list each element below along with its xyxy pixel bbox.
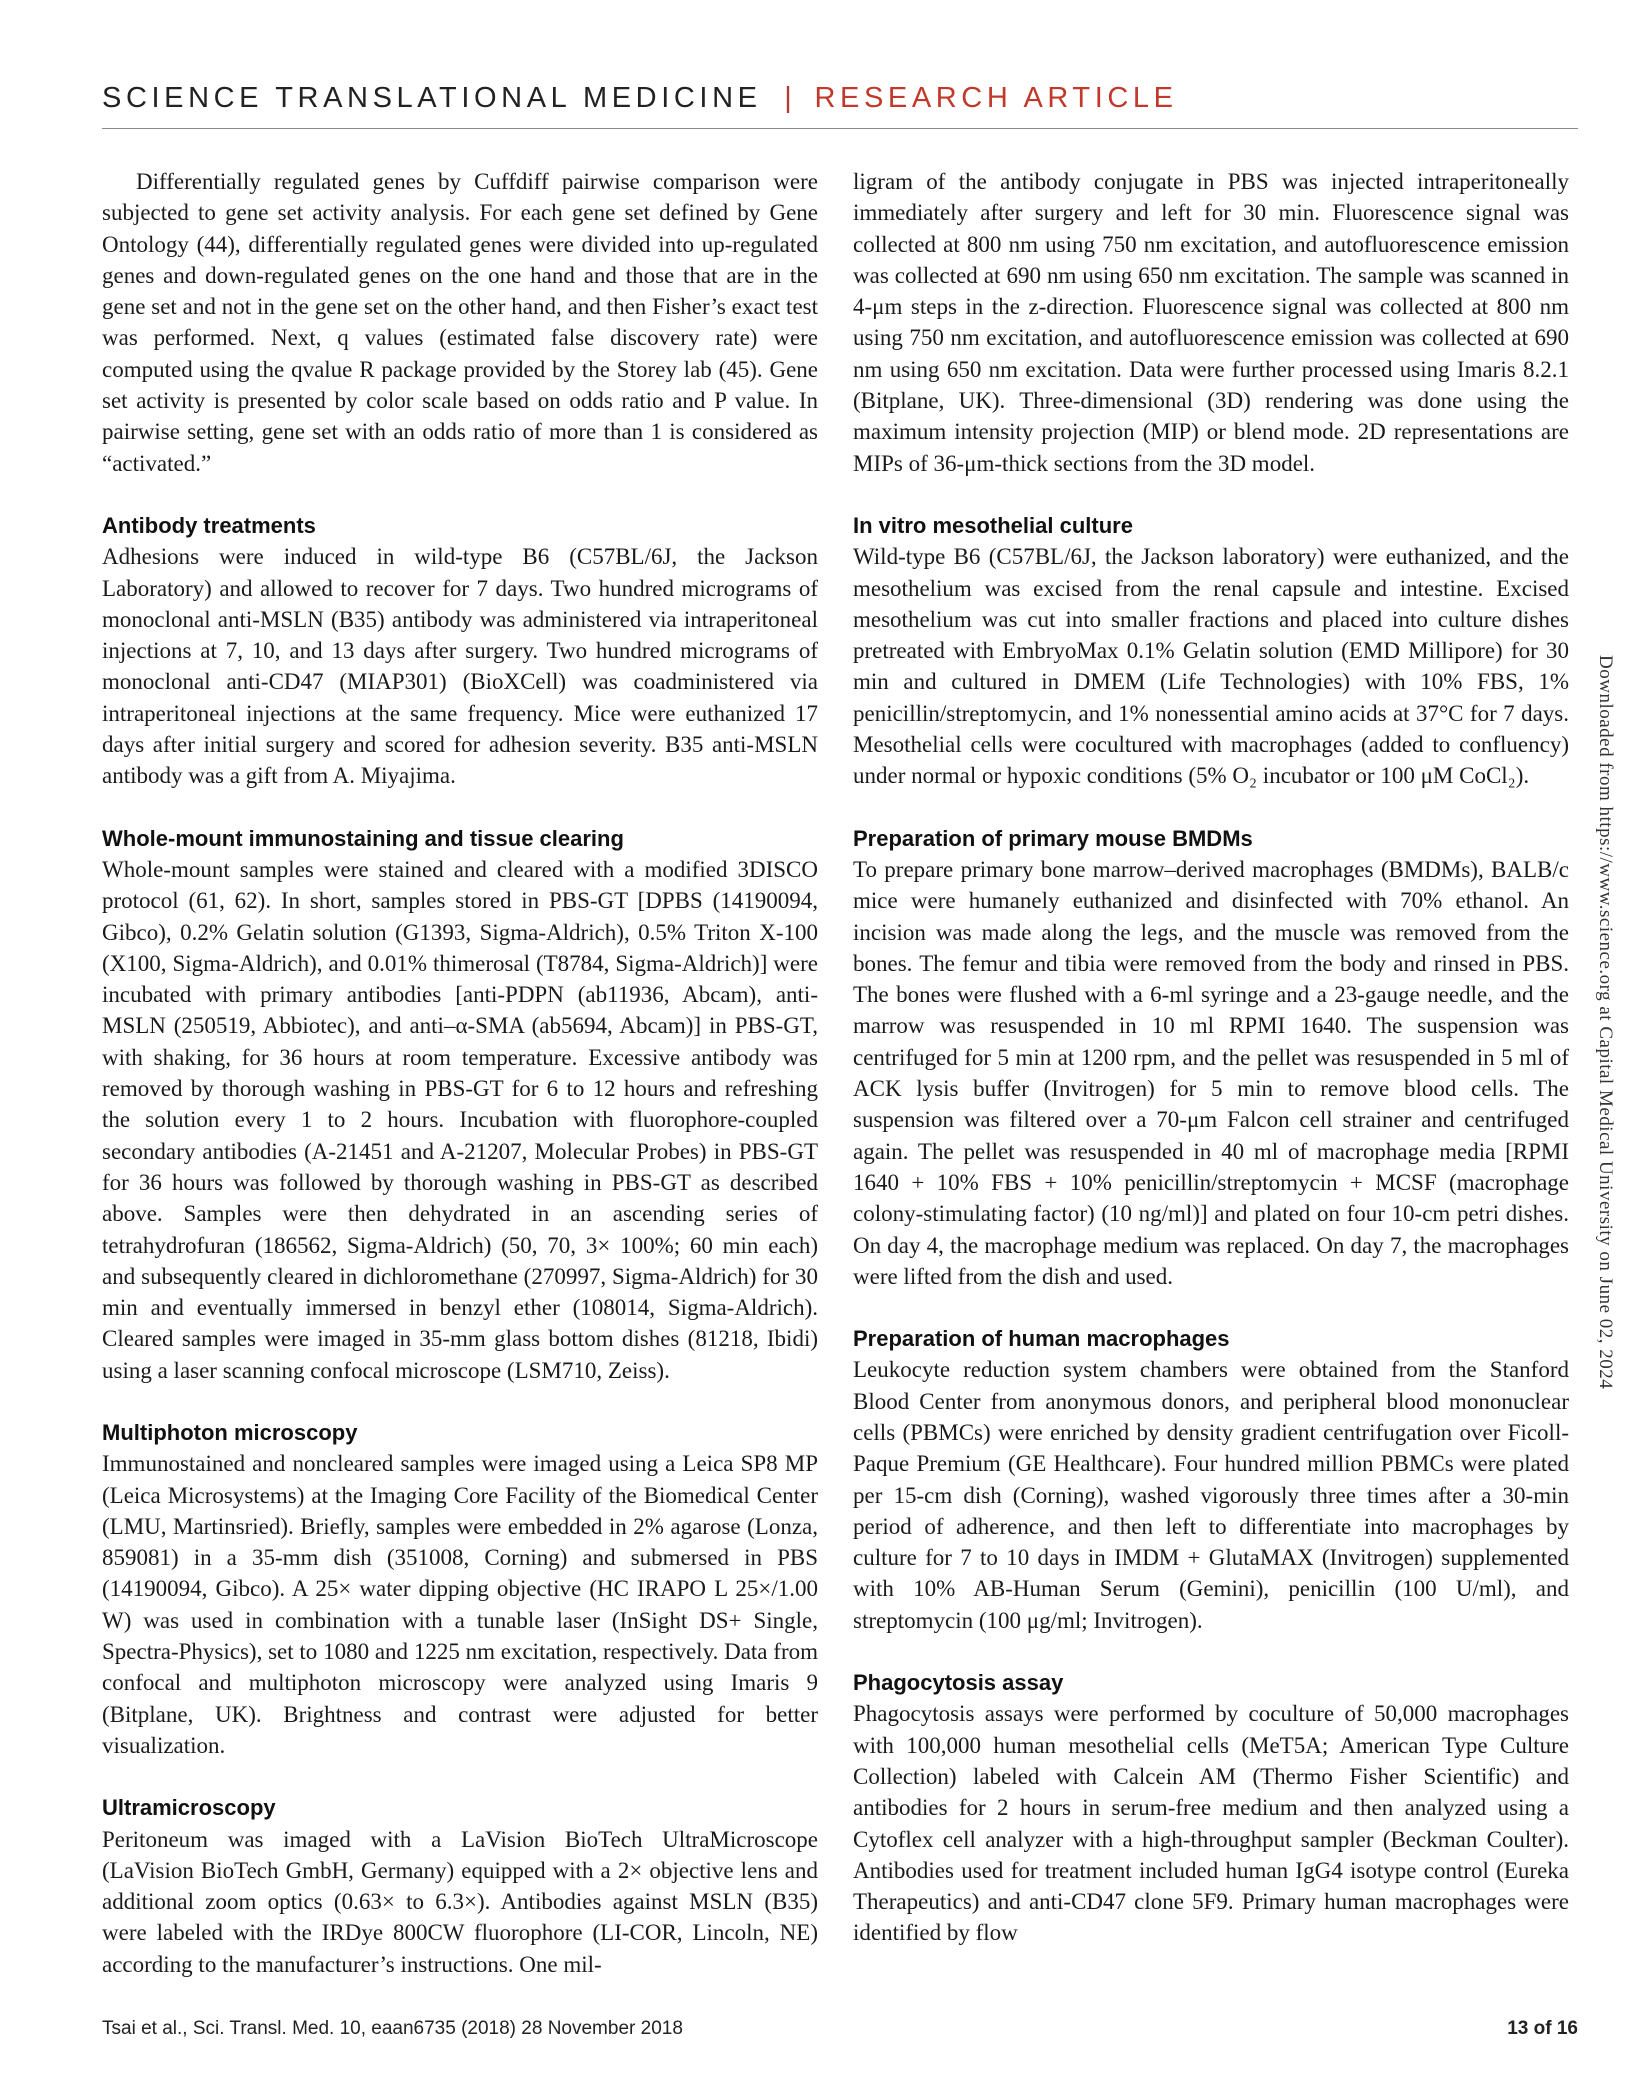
whole-mount-paragraph: Whole-mount samples were stained and cleared with a modified 3DISCO protocol (61, 62). In short, samples stored in PBS-GT [DPBS (14190094, Gibco), 0.2% Gelatin solution (G1393, Sigma-Aldrich), 0.5% Triton X-100 (X100, Sigma-Aldrich), and 0.01% thimerosal (T8784, Sigma-Aldrich)] were incubated with primary antibodies [anti-PDPN (ab11936, Abcam), anti-MSLN (250519, Abbiotec), and anti–α-SMA (ab5694, Abcam)] in PBS-GT, with shaking, for 36 hours at room temperature. Excessive antibody was removed by thorough washing in PBS-GT for 6 to 12 hours and refreshing the solution every 1 to 2 hours. Incubation with fluorophore-coupled secondary antibodies (A-21451 and A-21207, Molecular Probes) in PBS-GT for 36 hours was followed by thorough washing in PBS-GT as described above. Samples were then dehydrated in an ascending series of tetrahydrofuran (186562, Sigma-Aldrich) (50, 70, 3× 100%; 60 min each) and subsequently cleared in dichloromethane (270997, Sigma-Aldrich) for 30 min and eventually immersed in benzyl ether (108014, Sigma-Aldrich). Cleared samples were imaged in 35-mm glass bottom dishes (81218, Ibidi) using a laser scanning confocal microscope (LSM710, Zeiss). <box>102 856 818 1383</box>
section-heading-ultramicroscopy: Ultramicroscopy <box>102 1795 276 1821</box>
continued-paragraph: ligram of the antibody conjugate in PBS was injected intraperitoneally immediately after surgery and left for 30 min. Fluorescence signal was collected at 800 nm using 750 nm excitation, and autofluorescence emission was collected at 690 nm using 650 nm excitation. The sample was scanned in 4-μm steps in the z-direction. Fluorescence signal was collected at 800 nm using 750 nm excitation, and autofluorescence emission was collected at 690 nm using 650 nm excitation. Data were further processed using Imaris 8.2.1 (Bitplane, UK). Three-dimensional (3D) rendering was done using the maximum intensity projection (MIP) or blend mode. 2D representations are MIPs of 36-μm-thick sections from the 3D model. <box>853 169 1569 476</box>
header-separator: | <box>784 82 792 114</box>
left-column <box>102 166 818 1980</box>
section-heading-whole-mount: Whole-mount immunostaining and tissue clearing <box>102 825 624 851</box>
human-macrophages-paragraph: Leukocyte reduction system chambers were obtained from the Stanford Blood Center from anonymous donors, and peripheral blood mononuclear cells (PBMCs) were enriched by density gradient centrifugation over Ficoll-Paque Premium (GE Healthcare). Four hundred million PBMCs were plated per 15-cm dish (Corning), washed vigorously three times after a 30-min period of adherence, and then left to differentiate into macrophages by culture for 7 to 10 days in IMDM + GlutaMAX (Invitrogen) supplemented with 10% AB-Human Serum (Gemini), penicillin (100 U/ml), and streptomycin (100 μg/ml; Invitrogen). <box>853 1357 1569 1633</box>
journal-header <box>102 82 1578 115</box>
intro-paragraph: Differentially regulated genes by Cuffdiff pairwise comparison were subjected to gene set activity analysis. For each gene set defined by Gene Ontology (44), differentially regulated genes were divided into up-regulated genes and down-regulated genes on the one hand and those that are in the gene set and not in the gene set on the other hand, and then Fisher’s exact test was performed. Next, q values (estimated false discovery rate) were computed using the qvalue R package provided by the Storey lab (45). Gene set activity is presented by color scale based on odds ratio and P value. In pairwise setting, gene set with an odds ratio of more than 1 is considered as “activated.” <box>102 169 818 476</box>
journal-title: SCIENCE TRANSLATIONAL MEDICINE <box>102 82 762 114</box>
section-heading-multiphoton: Multiphoton microscopy <box>102 1419 358 1445</box>
article-section: RESEARCH ARTICLE <box>814 82 1178 114</box>
ultramicroscopy-paragraph: Peritoneum was imaged with a LaVision BioTech UltraMicroscope (LaVision BioTech GmbH, Germany) equipped with a 2× objective lens and additional zoom optics (0.63× to 6.3×). Antibodies against MSLN (B35) were labeled with the IRDye 800CW fluorophore (LI-COR, Lincoln, NE) according to the manufacturer’s instructions. One mil- <box>102 1826 818 1977</box>
section-heading-antibody-treatments: Antibody treatments <box>102 512 316 538</box>
section-heading-mesothelial-culture: In vitro mesothelial culture <box>853 512 1133 538</box>
phagocytosis-paragraph: Phagocytosis assays were performed by coculture of 50,000 macrophages with 100,000 human mesothelial cells (MeT5A; American Type Culture Collection) labeled with Calcein AM (Thermo Fisher Scientific) and antibodies for 2 hours in serum-free medium and then analyzed using a Cytoflex cell analyzer with a high-throughput sampler (Beckman Coulter). Antibodies used for treatment included human IgG4 isotype control (Eureka Therapeutics) and anti-CD47 clone 5F9. Primary human macrophages were identified by flow <box>853 1701 1569 1946</box>
section-heading-phagocytosis: Phagocytosis assay <box>853 1670 1064 1696</box>
right-column <box>853 166 1569 1949</box>
footer-citation: Tsai et al., Sci. Transl. Med. 10, eaan6735 (2018) 28 November 2018 <box>102 2018 683 2039</box>
header-rule <box>102 128 1578 129</box>
download-watermark: Downloaded from https://www.science.org at Capital Medical University on June 02, 2024 <box>1595 655 1616 1390</box>
multiphoton-paragraph: Immunostained and noncleared samples were imaged using a Leica SP8 MP (Leica Microsystems) at the Imaging Core Facility of the Biomedical Center (LMU, Martinsried). Briefly, samples were embedded in 2% agarose (Lonza, 859081) in a 35-mm dish (351008, Corning) and submersed in PBS (14190094, Gibco). A 25× water dipping objective (HC IRAPO L 25×/1.00 W) was used in combination with a tunable laser (InSight DS+ Single, Spectra-Physics), set to 1080 and 1225 nm excitation, respectively. Data from confocal and multiphoton microscopy were analyzed using Imaris 9 (Bitplane, UK). Brightness and contrast were adjusted for better visualization. <box>102 1451 818 1758</box>
mesothelial-culture-paragraph: Wild-type B6 (C57BL/6J, the Jackson laboratory) were euthanized, and the mesothelium was excised from the renal capsule and intestine. Excised mesothelium was cut into smaller fractions and placed into culture dishes pretreated with EmbryoMax 0.1% Gelatin solution (EMD Millipore) for 30 min and cultured in DMEM (Life Technologies) with 10% FBS, 1% penicillin/streptomycin, and 1% nonessential amino acids at 37°C for 7 days. Mesothelial cells were cocultured with macrophages (added to confluency) under normal or hypoxic conditions (5% O₂ incubator or 100 μM CoCl₂). <box>853 544 1569 789</box>
mouse-bmdms-paragraph: To prepare primary bone marrow–derived macrophages (BMDMs), BALB/c mice were humanely euthanized and disinfected with 70% ethanol. An incision was made along the legs, and the muscle was removed from the bones. The femur and tibia were removed from the body and rinsed in PBS. The bones were flushed with a 6-ml syringe and a 23-gauge needle, and the marrow was resuspended in 10 ml RPMI 1640. The suspension was centrifuged for 5 min at 1200 rpm, and the pellet was resuspended in 5 ml of ACK lysis buffer (Invitrogen) for 5 min to remove blood cells. The suspension was filtered over a 70-μm Falcon cell strainer and centrifuged again. The pellet was resuspended in 40 ml of macrophage media [RPMI 1640 + 10% FBS + 10% penicillin/streptomycin + MCSF (macrophage colony-stimulating factor) (10 ng/ml)] and plated on four 10-cm petri dishes. On day 4, the macrophage medium was replaced. On day 7, the macrophages were lifted from the dish and used. <box>853 856 1569 1289</box>
antibody-treatments-paragraph: Adhesions were induced in wild-type B6 (C57BL/6J, the Jackson Laboratory) and allowed to recover for 7 days. Two hundred micrograms of monoclonal anti-MSLN (B35) antibody was administered via intraperitoneal injections at 7, 10, and 13 days after surgery. Two hundred micrograms of monoclonal anti-CD47 (MIAP301) (BioXCell) was coadministered via intraperitoneal injections at the same frequency. Mice were euthanized 17 days after initial surgery and scored for adhesion severity. B35 anti-MSLN antibody was a gift from A. Miyajima. <box>102 544 818 789</box>
section-heading-mouse-bmdms: Preparation of primary mouse BMDMs <box>853 825 1253 851</box>
page-number: 13 of 16 <box>1507 2018 1578 2039</box>
section-heading-human-macrophages: Preparation of human macrophages <box>853 1326 1230 1352</box>
